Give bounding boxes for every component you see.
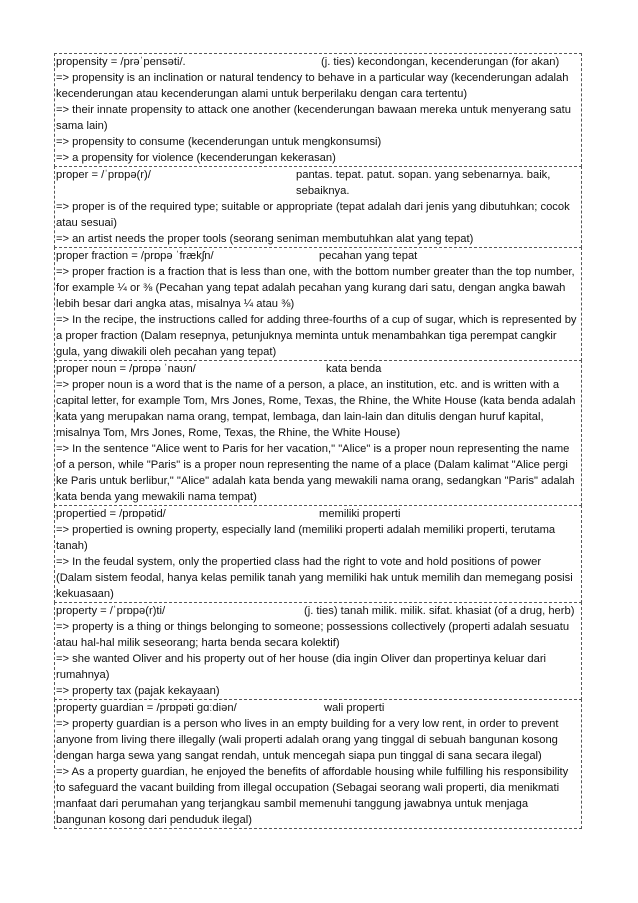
headword: propensity = /prəˈpensəti/. (56, 56, 186, 68)
definition-line: => their innate propensity to attack one another (kecenderungan bawaan mereka untuk menyerang satu sama lain) (56, 104, 575, 132)
definition-line: => property is a thing or things belonging to someone; possessions collectively (properti adalah sesuatu atau hal-hal milik seseorang; harta benda secara kolektif) (56, 621, 573, 649)
headword: proper fraction = /prɒpə ˈfrækʃn/ (56, 250, 214, 262)
translation: (j. ties) kecondongan, kecenderungan (for akan) (321, 56, 560, 68)
translation: pantas. tepat. patut. sopan. yang sebenarnya. baik, sebaiknya. (296, 169, 554, 197)
definition-line: => a propensity for violence (kecenderungan kekerasan) (56, 152, 336, 164)
headword: proper = /ˈprɒpə(r)/ (56, 169, 151, 181)
glossary-entry (54, 602, 582, 700)
definition-line: => property tax (pajak kekayaan) (56, 685, 220, 697)
entry-heading (56, 167, 580, 199)
definition-line: => she wanted Oliver and his property out of her house (dia ingin Oliver dan propertinya keluar dari rumahnya) (56, 653, 550, 681)
entry-heading (56, 700, 580, 716)
glossary-entry (54, 53, 582, 167)
definition-line: => In the recipe, the instructions called for adding three-fourths of a cup of sugar, which is represented by a proper fraction (Dalam resepnya, petunjuknya meminta untuk menambahkan tiga perempat cangkir gula, yang diwakili oleh pecahan yang tepat) (56, 314, 580, 358)
definition-line: => proper noun is a word that is the name of a person, a place, an institution, etc. and is written with a capital letter, for example Tom, Mrs Jones, Rome, Texas, the Rhine, the White House (kata benda adalah kata yang merupakan nama orang, tempat, lembaga, dan lain-lain dan ditulis dengan huruf kapital, misalnya Tom, Mrs Jones, Rome, Texas, the Rhine, the White House) (56, 379, 579, 439)
definition-line: => propertied is owning property, especially land (memiliki properti adalah memiliki properti, terutama tanah) (56, 524, 559, 552)
translation: kata benda (326, 363, 382, 375)
headword: proper noun = /prɒpə ˈnaʊn/ (56, 363, 196, 375)
definition-line: => property guardian is a person who lives in an empty building for a very low rent, in order to prevent anyone from living there illegally (wali properti adalah orang yang tinggal di sebuah bangunan kosong dengan harga sewa yang sangat rendah, untuk mencegah siapa pun tinggal di sana secara ilegal) (56, 718, 562, 762)
definition-line: => proper is of the required type; suitable or appropriate (tepat adalah dari jenis yang dibutuhkan; cocok atau sesuai) (56, 201, 573, 229)
glossary-page (54, 54, 582, 829)
headword: property guardian = /prɒpəti gɑːdiən/ (56, 702, 237, 714)
glossary-entry (54, 505, 582, 603)
glossary-entry (54, 360, 582, 506)
definition-line: => As a property guardian, he enjoyed the benefits of affordable housing while fulfilling his responsibility to safeguard the vacant building from illegal occupation (Sebagai seorang wali properti, dia menikmati manfaat dari perumahan yang terjangkau sambil memenuhi tanggung jawabnya untuk menjaga bangunan kosong dari penduduk ilegal) (56, 766, 572, 826)
headword: property = /ˈprɒpə(r)ti/ (56, 605, 166, 617)
definition-line: => In the feudal system, only the propertied class had the right to vote and hold positions of power (Dalam sistem feodal, hanya kelas pemilik tanah yang memiliki hak untuk memilih dan memegang posisi kekuasaan) (56, 556, 576, 600)
translation: wali properti (324, 702, 385, 714)
entry-heading (56, 603, 580, 619)
definition-line: => an artist needs the proper tools (seorang seniman membutuhkan alat yang tepat) (56, 233, 474, 245)
entry-heading (56, 54, 580, 70)
glossary-entry (54, 166, 582, 248)
definition-line: => In the sentence "Alice went to Paris for her vacation," "Alice" is a proper noun representing the name of a person, while "Paris" is a proper noun representing the name of a place (Dalam kalimat "Alice pergi ke Paris untuk berlibur," "Alice" adalah kata benda yang mewakili nama orang, sedangkan "Paris" adalah kata benda yang mewakili nama tempat) (56, 443, 578, 503)
entry-heading (56, 361, 580, 377)
glossary-entry (54, 699, 582, 829)
translation: pecahan yang tepat (319, 250, 418, 262)
headword: propertied = /prɒpətid/ (56, 508, 166, 520)
definition-line: => propensity is an inclination or natural tendency to behave in a particular way (kecenderungan adalah kecenderungan atau kecenderungan alami untuk berperilaku dengan cara tertentu) (56, 72, 572, 100)
definition-line: => propensity to consume (kecenderungan untuk mengkonsumsi) (56, 136, 382, 148)
definition-line: => proper fraction is a fraction that is less than one, with the bottom number greater than the top number, for example ¼ or ⅜ (Pecahan yang tepat adalah pecahan yang kurang dari satu, dengan angka bawah lebih besar dari angka atas, misalnya ¼ atau ⅜) (56, 266, 578, 310)
glossary-entry (54, 247, 582, 361)
translation: (j. ties) tanah milik. milik. sifat. khasiat (of a drug, herb) (304, 605, 575, 617)
translation: memiliki properti (319, 508, 401, 520)
entry-heading (56, 248, 580, 264)
entry-heading (56, 506, 580, 522)
